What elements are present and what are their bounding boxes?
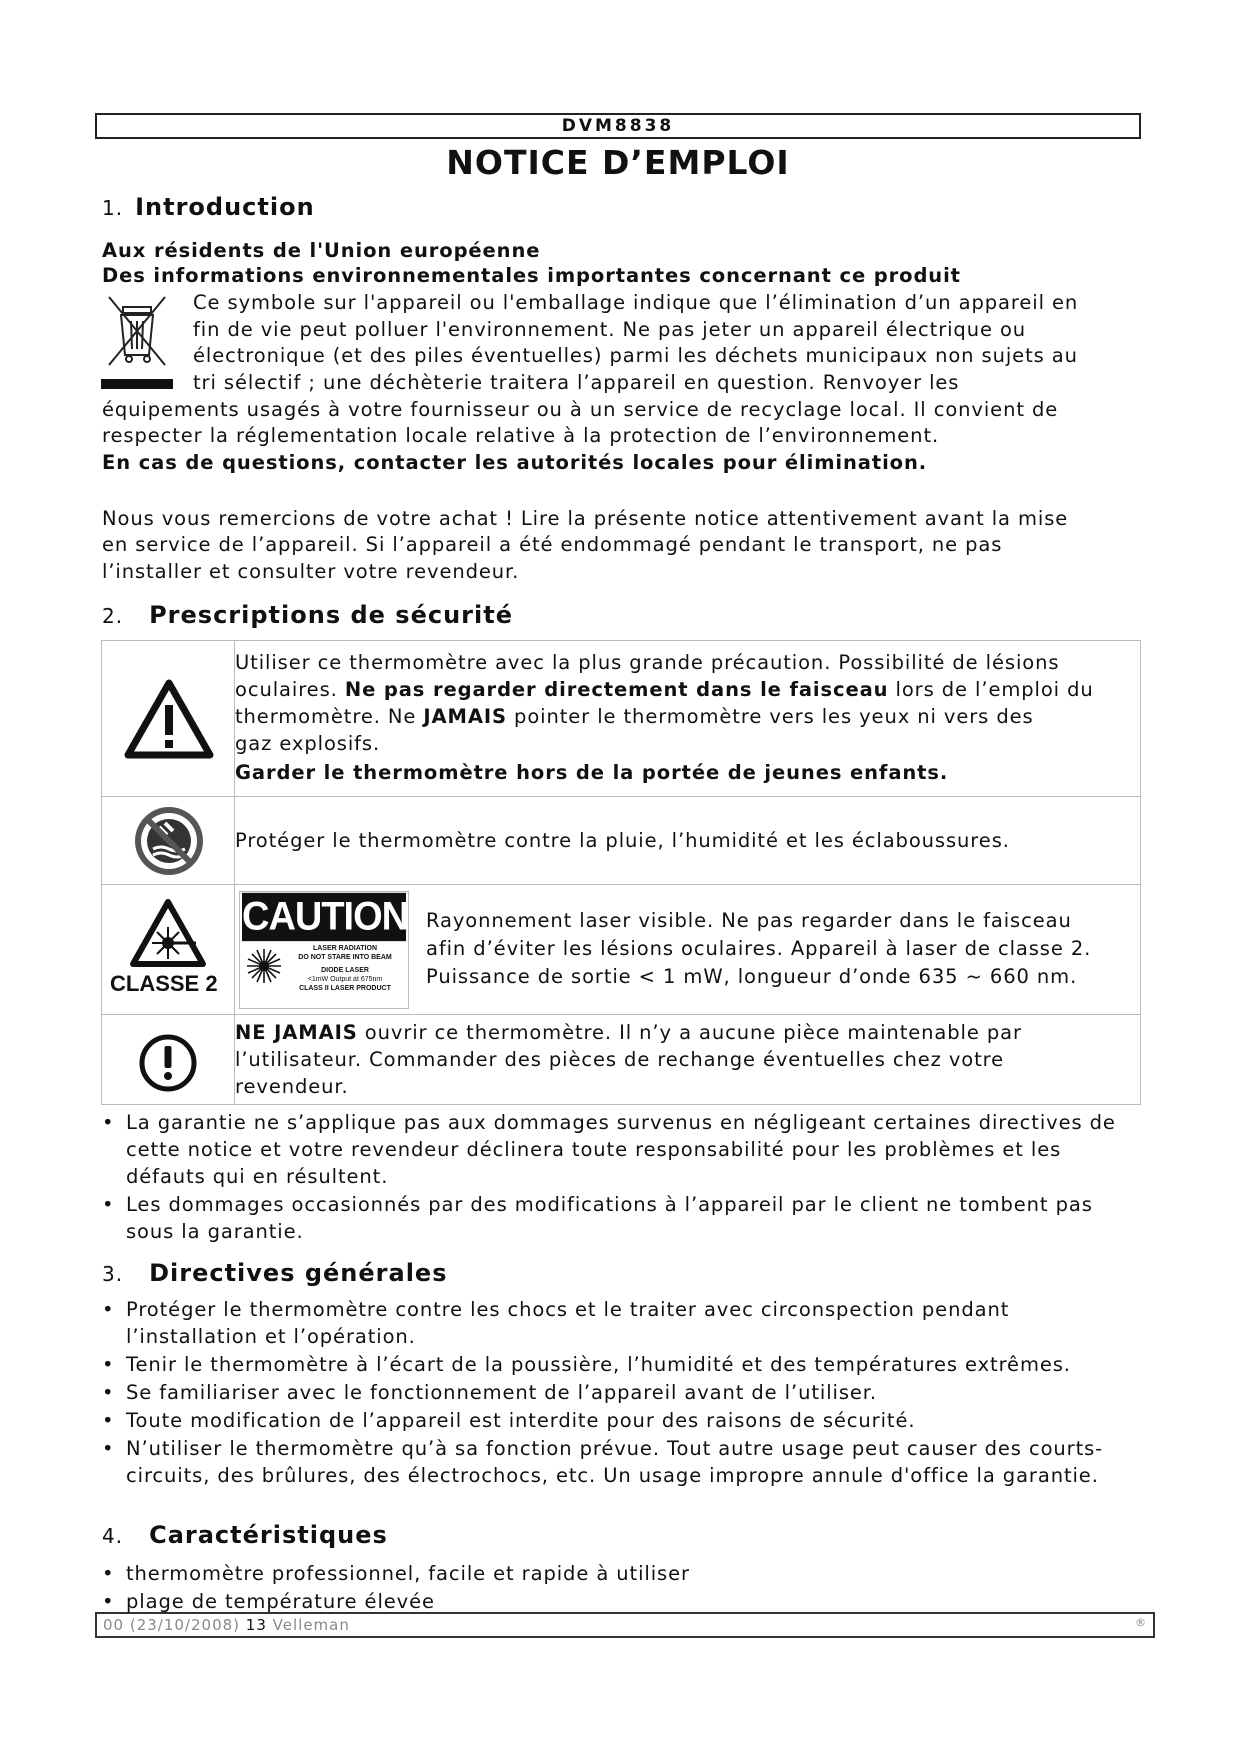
open-line-3: revendeur. xyxy=(235,1075,349,1098)
section-4-title: Caractéristiques xyxy=(149,1521,388,1549)
laser-line-2: afin d’éviter les lésions oculaires. Appareil à laser de classe 2. xyxy=(426,937,1092,960)
eu-heading-2: Des informations environnementales importantes concernant ce produit xyxy=(102,264,961,287)
list-item: • Toute modification de l’appareil est interdite pour des raisons de sécurité. xyxy=(102,1407,1142,1434)
warning-line-1: Utiliser ce thermomètre avec la plus grande précaution. Possibilité de lésions xyxy=(235,651,1060,674)
weee-line-2: fin de vie peut polluer l'environnement. Ne pas jeter un appareil électrique ou xyxy=(193,318,1027,341)
page-title: NOTICE D’EMPLOI xyxy=(446,143,790,182)
open-line-2: l’utilisateur. Commander des pièces de rechange éventuelles chez votre xyxy=(235,1048,1005,1071)
laser-class-label: CLASSE 2 xyxy=(110,971,218,996)
caution-line-2: DO NOT STARE INTO BEAM xyxy=(298,954,392,961)
warning-line-2: oculaires. Ne pas regarder directement dans le faisceau lors de l’emploi du xyxy=(235,678,1094,701)
model-number: DVM8838 xyxy=(561,116,675,136)
safety-row-open xyxy=(102,1014,1140,1105)
open-line-1: NE JAMAIS ouvrir ce thermomètre. Il n’y a aucune pièce maintenable par xyxy=(235,1021,1022,1044)
safety-row-warning xyxy=(102,641,1140,796)
list-item: • N’utiliser le thermomètre qu’à sa fonction prévue. Tout autre usage peut causer des courts-circuits, des brûlures, des électrochocs, etc. Un usage impropre annule d'office la garantie. xyxy=(102,1435,1142,1489)
section-3-title: Directives générales xyxy=(149,1259,448,1287)
footer-brand: Velleman xyxy=(272,1616,350,1634)
list-item: • Protéger le thermomètre contre les chocs et le traiter avec circonspection pendant l’installation et l’opération. xyxy=(102,1296,1142,1350)
children-warning: Garder le thermomètre hors de la portée de jeunes enfants. xyxy=(235,761,949,784)
list-item: • Les dommages occasionnés par des modifications à l’appareil par le client ne tombent pas sous la garantie. xyxy=(102,1191,1142,1245)
section-2-heading: 2. Prescriptions de sécurité xyxy=(102,601,513,629)
exclamation-circle-icon xyxy=(138,1033,198,1093)
footer-version: 00 (23/10/2008) xyxy=(103,1616,241,1634)
registered-mark: ® xyxy=(1135,1616,1147,1629)
contact-note: En cas de questions, contacter les autorités locales pour élimination. xyxy=(102,451,928,474)
list-item: • plage de température élevée xyxy=(102,1588,1142,1615)
section-3-bullets xyxy=(102,1296,1142,1490)
thanks-line-1: Nous vous remercions de votre achat ! Lire la présente notice attentivement avant la mise xyxy=(102,507,1069,530)
weee-line-1: Ce symbole sur l'appareil ou l'emballage indique que l’élimination d’un appareil en xyxy=(193,291,1079,314)
thanks-line-2: en service de l’appareil. Si l’appareil a été endommagé pendant le transport, ne pas xyxy=(102,533,1003,556)
caution-line-4: <1mW Output at 675nm xyxy=(307,976,383,983)
weee-line-6: respecter la réglementation locale relative à la protection de l’environnement. xyxy=(102,424,940,447)
warning-triangle-icon xyxy=(124,679,214,759)
list-item: • Se familiariser avec le fonctionnement de l’appareil avant de l’utiliser. xyxy=(102,1379,1142,1406)
section-3-heading: 3. Directives générales xyxy=(102,1259,448,1287)
safety-row-moisture xyxy=(102,796,1140,885)
weee-line-3: électronique (et des piles éventuelles) parmi les déchets municipaux non sujets au xyxy=(193,344,1078,367)
list-item: • La garantie ne s’applique pas aux dommages survenus en négligeant certaines directives de cette notice et votre revendeur déclinera toute responsabilité pour les problèmes et les défauts qui en résultent. xyxy=(102,1109,1142,1190)
model-header xyxy=(95,113,1141,139)
safety-table xyxy=(101,640,1141,1105)
caution-line-1: LASER RADIATION xyxy=(312,945,378,952)
section-4-bullets xyxy=(102,1560,1142,1616)
no-water-icon xyxy=(133,805,205,877)
section-2-title: Prescriptions de sécurité xyxy=(149,601,513,629)
warning-line-4: gaz explosifs. xyxy=(235,732,381,755)
page-number: 13 xyxy=(245,1616,267,1634)
caution-line-3: DIODE LASER xyxy=(321,967,369,974)
laser-line-1: Rayonnement laser visible. Ne pas regarder dans le faisceau xyxy=(426,909,1072,932)
warning-line-3: thermomètre. Ne JAMAIS pointer le thermomètre vers les yeux ni vers des xyxy=(235,705,1034,728)
safety-row-laser xyxy=(102,884,1140,1015)
caution-word: CAUTION xyxy=(242,893,406,941)
weee-bin-icon xyxy=(101,293,173,393)
section-2-bullets xyxy=(102,1109,1142,1246)
section-1-title: Introduction xyxy=(135,193,315,221)
caution-line-5: CLASS II LASER PRODUCT xyxy=(299,985,391,992)
page-footer xyxy=(95,1612,1155,1638)
section-1-heading: 1. Introduction xyxy=(102,193,315,221)
list-item: • Tenir le thermomètre à l’écart de la poussière, l’humidité et des températures extrêmes. xyxy=(102,1351,1142,1378)
section-4-heading: 4. Caractéristiques xyxy=(102,1521,388,1549)
thanks-line-3: l’installer et consulter votre revendeur. xyxy=(102,560,520,583)
caution-label xyxy=(239,891,409,1009)
laser-starburst-icon xyxy=(246,948,282,984)
eu-heading-1: Aux résidents de l'Union européenne xyxy=(102,239,541,262)
weee-line-5: équipements usagés à votre fournisseur ou à un service de recyclage local. Il convient de xyxy=(102,398,1059,421)
list-item: • thermomètre professionnel, facile et rapide à utiliser xyxy=(102,1560,1142,1587)
laser-line-3: Puissance de sortie < 1 mW, longueur d’onde 635 ~ 660 nm. xyxy=(426,965,1078,988)
weee-line-4: tri sélectif ; une déchèterie traitera l’appareil en question. Renvoyer les xyxy=(193,371,960,394)
laser-warning-icon xyxy=(130,899,206,967)
moisture-warning: Protéger le thermomètre contre la pluie, l’humidité et les éclaboussures. xyxy=(235,829,1010,852)
